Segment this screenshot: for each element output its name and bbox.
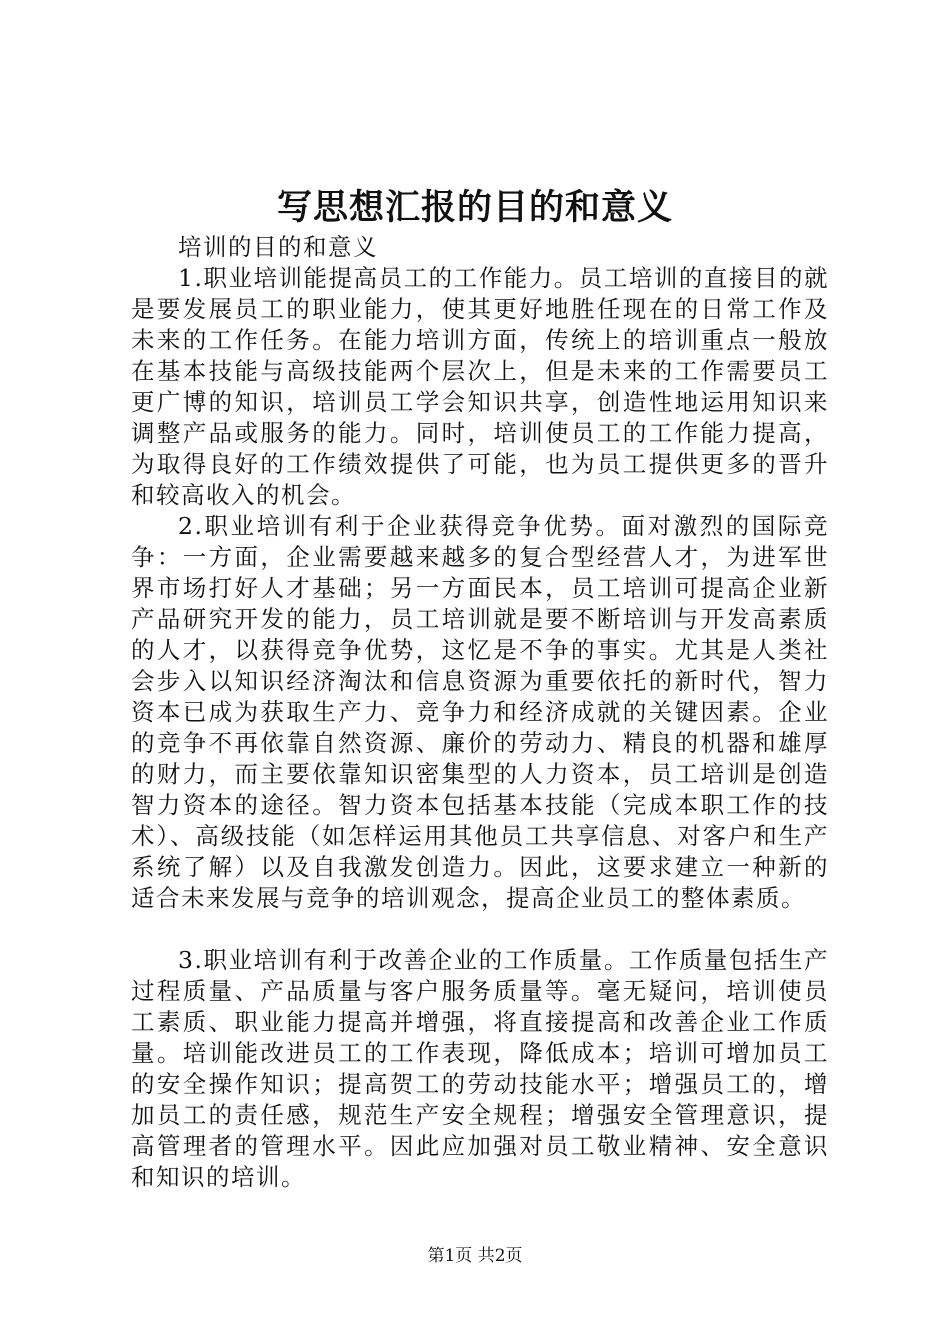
paragraph-3: 3.职业培训有利于改善企业的工作质量。工作质量包括生产过程质量、产品质量与客户服务质量等。毫无疑问，培训使员工素质、职业能力提高并增强，将直接提高和改善企业工作质量。培训能改进员工的工作表现，降低成本；培训可增加员工的安全操作知识；提高贺工的劳动技能水平；增强员工的，增加员工的责任感，规范生产安全规程；增强安全管理意识，提高管理者的管理水平。因此应加强对员工敬业精神、安全意识和知识的培训。 bbox=[131, 946, 829, 1191]
paragraph-1: 1.职业培训能提高员工的工作能力。员工培训的直接目的就是要发展员工的职业能力，使其更好地胜任现在的日常工作及未来的工作任务。在能力培训方面，传统上的培训重点一般放在基本技能与高级技能两个层次上，但是未来的工作需要员工更广博的知识，培训员工学会知识共享，创造性地运用知识来调整产品或服务的能力。同时，培训使员工的工作能力提高，为取得良好的工作绩效提供了可能，也为员工提供更多的晋升和较高收入的机会。 bbox=[131, 264, 829, 509]
document-body bbox=[131, 232, 829, 1193]
page-footer: 第1页 共2页 bbox=[427, 1246, 523, 1266]
paragraph-heading: 培训的目的和意义 bbox=[178, 233, 378, 261]
paragraph-2: 2.职业培训有利于企业获得竞争优势。面对激烈的国际竞争：一方面，企业需要越来越多的复合型经营人才，为进军世界市场打好人才基础；另一方面民本，员工培训可提高企业新产品研究开发的能力，员工培训就是要不断培训与开发高素质的人才，以获得竞争优势，这忆是不争的事实。尤其是人类社会步入以知识经济淘汰和信息资源为重要依托的新时代，智力资本已成为获取生产力、竞争力和经济成就的关键因素。企业的竞争不再依靠自然资源、廉价的劳动力、精良的机器和雄厚的财力，而主要依靠知识密集型的人力资本，员工培训是创造智力资本的途径。智力资本包括基本技能（完成本职工作的技术）、高级技能（如怎样运用其他员工共享信息、对客户和生产系统了解）以及自我激发创造力。因此，这要求建立一种新的适合未来发展与竞争的培训观念，提高企业员工的整体素质。 bbox=[131, 512, 829, 912]
document-title: 写思想汇报的目的和意义 bbox=[276, 187, 673, 228]
